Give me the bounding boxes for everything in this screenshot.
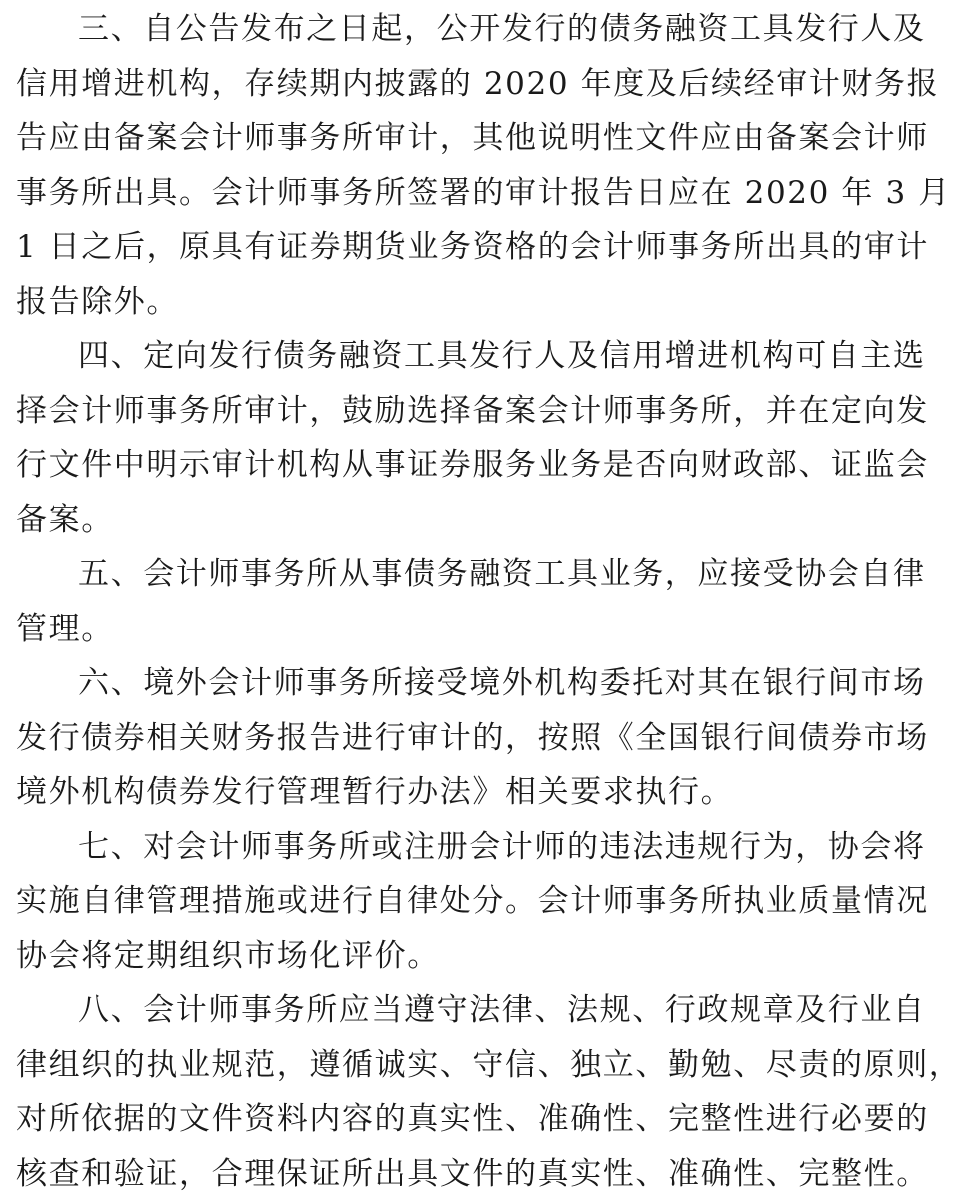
text-line: 备案。 (16, 493, 820, 548)
text-line: 核查和验证，合理保证所出具文件的真实性、准确性、完整性。 (16, 1147, 820, 1201)
text-line: 报告除外。 (16, 275, 820, 330)
paragraph-7 (16, 820, 820, 984)
text-line: 实施自律管理措施或进行自律处分。会计师事务所执业质量情况 (16, 874, 820, 929)
text-line: 对所依据的文件资料内容的真实性、准确性、完整性进行必要的 (16, 1092, 820, 1147)
text-line: 行文件中明示审计机构从事证券服务业务是否向财政部、证监会 (16, 438, 820, 493)
text-line: 发行债券相关财务报告进行审计的，按照《全国银行间债券市场 (16, 711, 820, 766)
text-line: 境外机构债券发行管理暂行办法》相关要求执行。 (16, 765, 820, 820)
paragraph-4 (16, 329, 820, 547)
text-line: 信用增进机构，存续期内披露的 2020 年度及后续经审计财务报 (16, 57, 820, 112)
text-line: 三、自公告发布之日起，公开发行的债务融资工具发行人及 (16, 2, 820, 57)
text-line: 告应由备案会计师事务所审计，其他说明性文件应由备案会计师 (16, 111, 820, 166)
paragraph-8 (16, 983, 820, 1201)
text-line: 五、会计师事务所从事债务融资工具业务，应接受协会自律 (16, 547, 820, 602)
text-line: 律组织的执业规范，遵循诚实、守信、独立、勤勉、尽责的原则， (16, 1038, 820, 1093)
text-line: 六、境外会计师事务所接受境外机构委托对其在银行间市场 (16, 656, 820, 711)
text-line: 七、对会计师事务所或注册会计师的违法违规行为，协会将 (16, 820, 820, 875)
text-line: 四、定向发行债务融资工具发行人及信用增进机构可自主选 (16, 329, 820, 384)
paragraph-6 (16, 656, 820, 820)
text-line: 事务所出具。会计师事务所签署的审计报告日应在 2020 年 3 月 (16, 166, 820, 221)
text-line: 管理。 (16, 602, 820, 657)
text-line: 1 日之后，原具有证券期货业务资格的会计师事务所出具的审计 (16, 220, 820, 275)
paragraph-3 (16, 2, 820, 329)
text-line: 协会将定期组织市场化评价。 (16, 929, 820, 984)
paragraph-5 (16, 547, 820, 656)
text-line: 择会计师事务所审计，鼓励选择备案会计师事务所，并在定向发 (16, 384, 820, 439)
text-line: 八、会计师事务所应当遵守法律、法规、行政规章及行业自 (16, 983, 820, 1038)
